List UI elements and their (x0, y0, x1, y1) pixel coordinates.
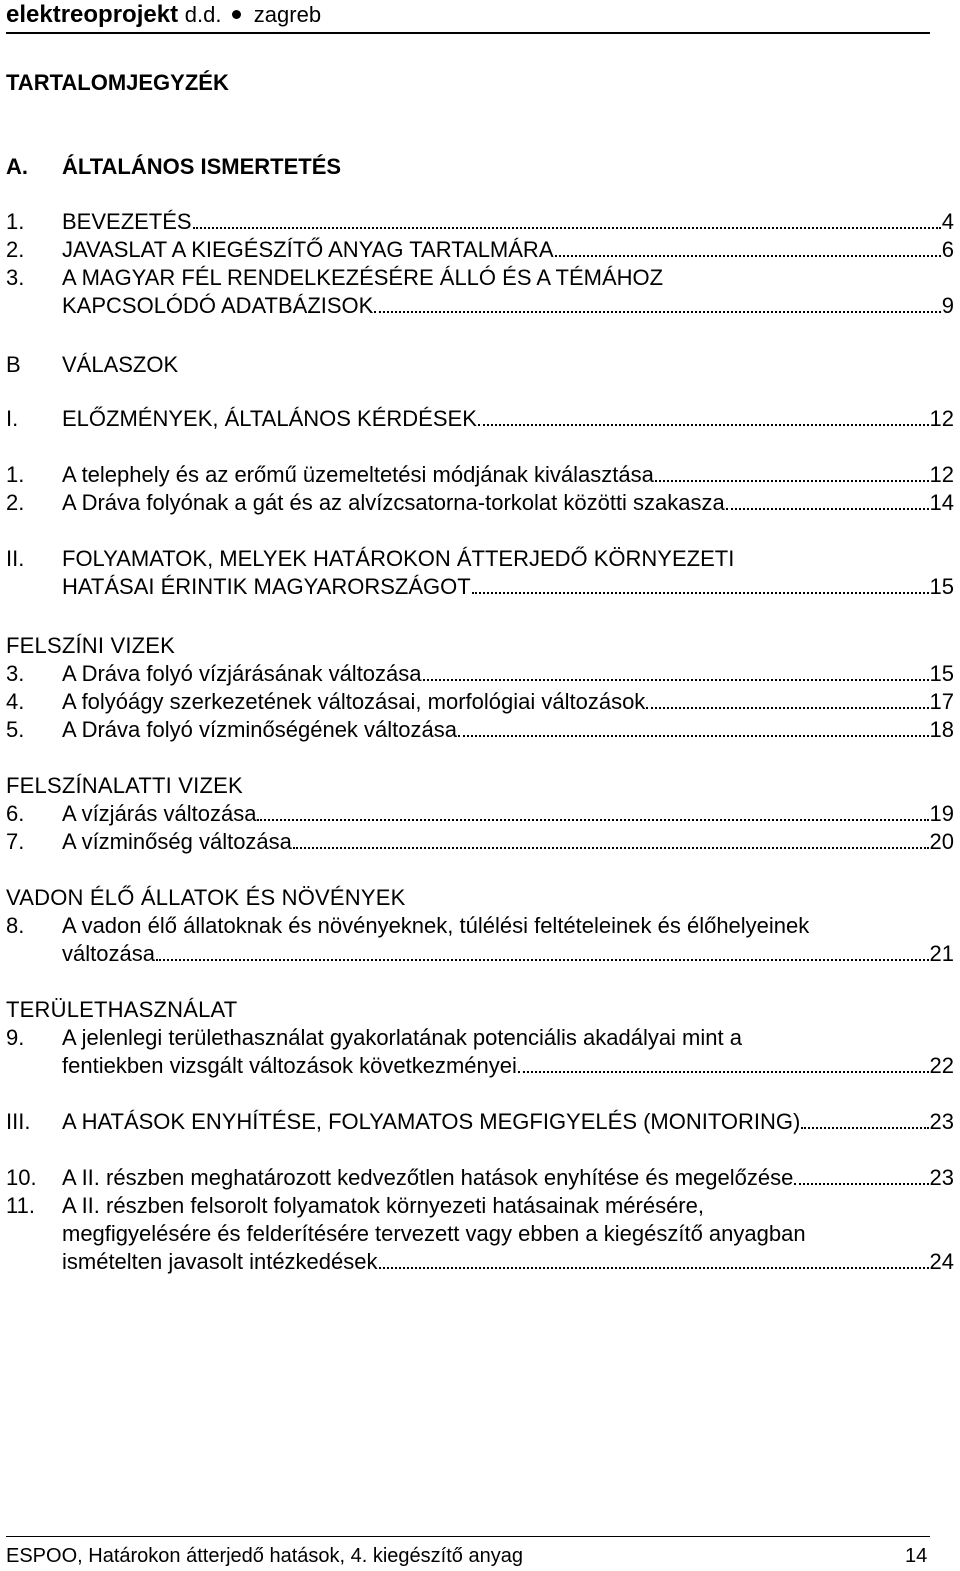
toc-entry-text: JAVASLAT A KIEGÉSZÍTŐ ANYAG TARTALMÁRA (62, 237, 554, 262)
toc-entry-page: 20 (929, 829, 954, 854)
toc-title: TARTALOMJEGYZÉK (6, 70, 229, 95)
dot-leader (293, 847, 929, 849)
dot-leader (794, 1183, 928, 1185)
toc-entry-1-site-selection[interactable] (6, 461, 954, 489)
toc-entry-I-antecedents[interactable] (6, 405, 954, 433)
dot-leader (156, 959, 929, 961)
toc-entry-11-monitoring-measures[interactable] (6, 1192, 954, 1276)
toc-entry-III-mitigation[interactable] (6, 1108, 954, 1136)
toc-entry-text: BEVEZETÉS (62, 209, 192, 234)
toc-entry-page: 12 (929, 406, 954, 431)
toc-entry-number: 1. (6, 462, 25, 487)
toc-entry-text: A MAGYAR FÉL RENDELKEZÉSÉRE ÁLLÓ ÉS A TÉMÁHOZ (62, 265, 664, 290)
toc-entry-6-groundwater-regime[interactable] (6, 800, 954, 828)
toc-entry-10-mitigation-measures[interactable] (6, 1164, 954, 1192)
group-heading-wildlife: VADON ÉLŐ ÁLLATOK ÉS NÖVÉNYEK (6, 885, 406, 910)
toc-entry-5-water-quality[interactable] (6, 716, 954, 744)
section-number: B (6, 352, 21, 377)
header-divider (6, 32, 930, 34)
toc-entry-page: 14 (929, 490, 954, 515)
section-number: A. (6, 154, 28, 179)
toc-entry-text: A jelenlegi területhasználat gyakorlatának potenciális akadályai mint a (62, 1025, 742, 1050)
toc-entry-text: A vízjárás változása (62, 801, 257, 826)
company-legal-form: d.d. (184, 2, 222, 27)
toc-entry-text: A vadon élő állatoknak és növényeknek, túlélési feltételeinek és élőhelyeinek (62, 913, 810, 938)
toc-entry-number: 3. (6, 265, 25, 290)
toc-entry-number: 5. (6, 717, 25, 742)
toc-entry-number: 7. (6, 829, 25, 854)
dot-leader (655, 480, 929, 482)
toc-entry-text: A HATÁSOK ENYHÍTÉSE, FOLYAMATOS MEGFIGYELÉS (MONITORING) (62, 1109, 801, 1134)
toc-entry-text: A folyóágy szerkezetének változásai, morfológiai változások (62, 689, 646, 714)
section-heading-b (6, 350, 606, 380)
toc-entry-number: 9. (6, 1025, 25, 1050)
footer-divider (6, 1536, 930, 1537)
toc-entry-text: KAPCSOLÓDÓ ADATBÁZISOK (62, 293, 374, 318)
toc-entry-text: A Dráva folyó vízjárásának változása (62, 661, 422, 686)
company-name: elektreoprojekt (6, 1, 179, 28)
toc-entry-1-intro[interactable] (6, 208, 954, 236)
toc-entry-number: 8. (6, 913, 25, 938)
footer-text: ESPOO, Határokon átterjedő hatások, 4. kiegészítő anyag (6, 1545, 523, 1567)
toc-entry-text: A II. részben felsorolt folyamatok környezeti hatásainak mérésére, (62, 1193, 704, 1218)
group-heading-land-use: TERÜLETHASZNÁLAT (6, 997, 238, 1022)
footer-page-number: 14 (905, 1545, 928, 1567)
section-heading-a (6, 152, 606, 182)
toc-entry-page: 17 (929, 689, 954, 714)
dot-leader (555, 255, 941, 257)
toc-entry-text: fentiekben vizsgált változások következményei (62, 1053, 517, 1078)
dot-leader (458, 735, 929, 737)
group-heading-surface-waters: FELSZÍNI VIZEK (6, 633, 176, 658)
page-header (6, 0, 321, 30)
toc-entry-II-processes[interactable] (6, 545, 954, 601)
toc-entry-8-wildlife[interactable] (6, 912, 954, 968)
dot-leader (472, 592, 929, 594)
dot-leader (518, 1071, 929, 1073)
toc-entry-7-groundwater-quality[interactable] (6, 828, 954, 856)
dot-leader (478, 424, 929, 426)
toc-entry-2-proposal[interactable] (6, 236, 954, 264)
toc-entry-number: 2. (6, 237, 25, 262)
toc-entry-page: 9 (941, 293, 954, 318)
toc-entry-4-riverbed[interactable] (6, 688, 954, 716)
toc-entry-number: 11. (6, 1193, 35, 1218)
toc-entry-text: A II. részben meghatározott kedvezőtlen hatások enyhítése és megelőzése (62, 1165, 794, 1190)
toc-entry-page: 24 (929, 1249, 954, 1274)
dot-leader (646, 707, 928, 709)
group-heading-ground-waters: FELSZÍNALATTI VIZEK (6, 773, 243, 798)
toc-entry-page: 21 (929, 941, 954, 966)
toc-entry-text: A Dráva folyó vízminőségének változása (62, 717, 457, 742)
toc-entry-page: 22 (929, 1053, 954, 1078)
toc-entry-page: 18 (929, 717, 954, 742)
toc-entry-number: 4. (6, 689, 25, 714)
toc-entry-number: 1. (6, 209, 25, 234)
toc-entry-number: III. (6, 1109, 31, 1134)
section-title: VÁLASZOK (62, 352, 179, 377)
toc-entry-number: 6. (6, 801, 25, 826)
toc-entry-page: 12 (929, 462, 954, 487)
toc-entry-number: 2. (6, 490, 25, 515)
bullet-icon (232, 10, 241, 19)
toc-entry-number: 3. (6, 661, 25, 686)
dot-leader (193, 227, 941, 229)
dot-leader (257, 819, 928, 821)
toc-entry-text: ismételten javasolt intézkedések (62, 1249, 378, 1274)
toc-entry-number: I. (6, 406, 19, 431)
company-city: zagreb (253, 2, 322, 27)
toc-entry-page: 4 (941, 209, 954, 234)
toc-entry-text: A telephely és az erőmű üzemeltetési módjának kiválasztása (62, 462, 654, 487)
toc-entry-text: FOLYAMATOK, MELYEK HATÁROKON ÁTTERJEDŐ KÖRNYEZETI (62, 546, 735, 571)
toc-entry-page: 23 (929, 1165, 954, 1190)
dot-leader (801, 1127, 928, 1129)
toc-entry-page: 19 (929, 801, 954, 826)
toc-entry-2-drava-section[interactable] (6, 489, 954, 517)
toc-entry-page: 15 (929, 574, 954, 599)
toc-entry-text: A Dráva folyónak a gát és az alvízcsatorna-torkolat közötti szakasza (62, 490, 725, 515)
toc-entry-number: 10. (6, 1165, 37, 1190)
section-title: ÁLTALÁNOS ISMERTETÉS (62, 154, 342, 179)
toc-entry-3-water-regime[interactable] (6, 660, 954, 688)
dot-leader (423, 679, 929, 681)
toc-entry-page: 23 (929, 1109, 954, 1134)
toc-entry-text: változása (62, 941, 155, 966)
dot-leader (374, 311, 940, 313)
dot-leader (726, 508, 929, 510)
toc-entry-9-land-use[interactable] (6, 1024, 954, 1080)
toc-entry-text: A vízminőség változása (62, 829, 292, 854)
toc-entry-3-databases[interactable] (6, 264, 954, 320)
toc-entry-text: ELŐZMÉNYEK, ÁLTALÁNOS KÉRDÉSEK (62, 406, 477, 431)
toc-entry-text: megfigyelésére és felderítésére tervezett vagy ebben a kiegészítő anyagban (62, 1221, 806, 1246)
toc-entry-page: 6 (941, 237, 954, 262)
toc-entry-number: II. (6, 546, 25, 571)
toc-entry-page: 15 (929, 661, 954, 686)
toc-entry-text: HATÁSAI ÉRINTIK MAGYARORSZÁGOT (62, 574, 471, 599)
dot-leader (379, 1267, 929, 1269)
